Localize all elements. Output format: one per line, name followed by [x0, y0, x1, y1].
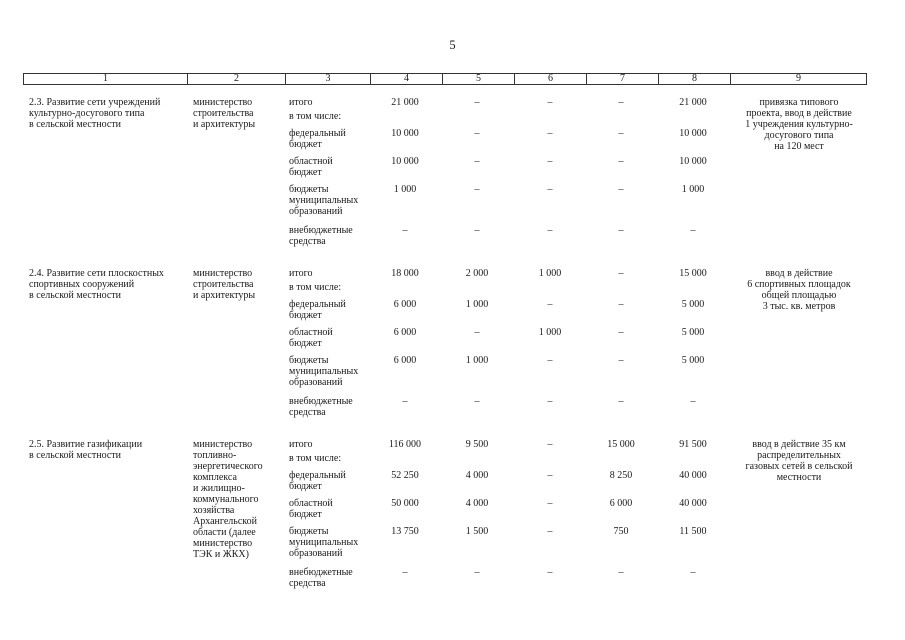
cell-municipal-col6: – — [547, 355, 553, 366]
cell-municipal-col6: – — [547, 526, 553, 537]
cell-total-col6: – — [547, 439, 553, 450]
row-label-total: итого — [289, 268, 313, 279]
cell-regional-col6: – — [547, 156, 553, 167]
cell-extrabudgetary-col5: – — [474, 396, 480, 407]
cell-total-col4: 18 000 — [391, 268, 419, 279]
cell-extrabudgetary-col6: – — [547, 225, 553, 236]
cell-federal-col7: – — [618, 128, 624, 139]
header-col-9: 9 — [731, 74, 867, 85]
cell-total-col5: – — [474, 97, 480, 108]
row-label-regional: областной бюджет — [289, 498, 333, 520]
row-label-regional: областной бюджет — [289, 156, 333, 178]
row-label-extrabudgetary: внебюджетные средства — [289, 396, 353, 418]
row-label-regional: областной бюджет — [289, 327, 333, 349]
cell-municipal-col7: 750 — [613, 526, 629, 537]
row-label-municipal: бюджеты муниципальных образований — [289, 355, 359, 388]
row-label-extrabudgetary: внебюджетные средства — [289, 225, 353, 247]
section-title: 2.5. Развитие газификации в сельской местности — [29, 439, 143, 461]
cell-regional-col7: 6 000 — [609, 498, 633, 509]
cell-extrabudgetary-col8: – — [690, 567, 696, 578]
cell-federal-col8: 10 000 — [679, 128, 707, 139]
cell-total-col5: 2 000 — [465, 268, 489, 279]
cell-extrabudgetary-col6: – — [547, 567, 553, 578]
section-executor: министерство топливно- энергетического комплекса и жилищно- коммунального хозяйства Архангельской области (далее министерство ТЭК и ЖКХ) — [193, 439, 263, 560]
header-col-5: 5 — [443, 74, 515, 85]
cell-total-col8: 91 500 — [679, 439, 707, 450]
header-col-3: 3 — [286, 74, 371, 85]
cell-total-col4: 116 000 — [388, 439, 422, 450]
cell-extrabudgetary-col6: – — [547, 396, 553, 407]
cell-federal-col8: 5 000 — [681, 299, 705, 310]
cell-total-col7: – — [618, 97, 624, 108]
cell-total-col7: – — [618, 268, 624, 279]
cell-municipal-col7: – — [618, 184, 624, 195]
cell-municipal-col4: 13 750 — [391, 526, 419, 537]
cell-municipal-col7: – — [618, 355, 624, 366]
cell-federal-col8: 40 000 — [679, 470, 707, 481]
cell-regional-col6: – — [547, 498, 553, 509]
cell-federal-col6: – — [547, 470, 553, 481]
cell-municipal-col5: 1 500 — [465, 526, 489, 537]
cell-regional-col8: 5 000 — [681, 327, 705, 338]
cell-regional-col7: – — [618, 156, 624, 167]
cell-municipal-col4: 1 000 — [393, 184, 417, 195]
cell-municipal-col5: – — [474, 184, 480, 195]
section-executor: министерство строительства и архитектуры — [193, 268, 256, 301]
cell-federal-col7: – — [618, 299, 624, 310]
cell-municipal-col5: 1 000 — [465, 355, 489, 366]
cell-total-col5: 9 500 — [465, 439, 489, 450]
cell-total-col8: 21 000 — [679, 97, 707, 108]
cell-extrabudgetary-col7: – — [618, 396, 624, 407]
header-col-6: 6 — [515, 74, 587, 85]
row-label-municipal: бюджеты муниципальных образований — [289, 526, 359, 559]
cell-federal-col6: – — [547, 299, 553, 310]
section-result: привязка типового проекта, ввод в действие 1 учреждения культурно- досугового типа на 120 мест — [745, 97, 853, 152]
cell-regional-col5: – — [474, 156, 480, 167]
row-label-including: в том числе: — [289, 453, 342, 464]
row-label-total: итого — [289, 97, 313, 108]
row-label-extrabudgetary: внебюджетные средства — [289, 567, 353, 589]
cell-extrabudgetary-col4: – — [402, 567, 408, 578]
cell-total-col7: 15 000 — [607, 439, 635, 450]
cell-regional-col7: – — [618, 327, 624, 338]
cell-federal-col4: 10 000 — [391, 128, 419, 139]
cell-extrabudgetary-col8: – — [690, 396, 696, 407]
cell-municipal-col8: 5 000 — [681, 355, 705, 366]
cell-extrabudgetary-col4: – — [402, 225, 408, 236]
row-label-federal: федеральный бюджет — [289, 470, 346, 492]
cell-federal-col5: 4 000 — [465, 470, 489, 481]
cell-regional-col5: 4 000 — [465, 498, 489, 509]
cell-regional-col4: 6 000 — [393, 327, 417, 338]
section-title: 2.4. Развитие сети плоскостных спортивных сооружений в сельской местности — [29, 268, 164, 301]
row-label-municipal: бюджеты муниципальных образований — [289, 184, 359, 217]
cell-municipal-col8: 11 500 — [679, 526, 707, 537]
cell-regional-col6: 1 000 — [538, 327, 562, 338]
row-label-federal: федеральный бюджет — [289, 128, 346, 150]
cell-federal-col6: – — [547, 128, 553, 139]
cell-regional-col5: – — [474, 327, 480, 338]
cell-total-col4: 21 000 — [391, 97, 419, 108]
cell-municipal-col8: 1 000 — [681, 184, 705, 195]
cell-regional-col4: 10 000 — [391, 156, 419, 167]
cell-extrabudgetary-col7: – — [618, 567, 624, 578]
section-executor: министерство строительства и архитектуры — [193, 97, 256, 130]
cell-extrabudgetary-col7: – — [618, 225, 624, 236]
cell-extrabudgetary-col4: – — [402, 396, 408, 407]
cell-federal-col4: 52 250 — [391, 470, 419, 481]
cell-municipal-col4: 6 000 — [393, 355, 417, 366]
column-number-header — [23, 73, 867, 85]
row-label-federal: федеральный бюджет — [289, 299, 346, 321]
header-col-4: 4 — [371, 74, 443, 85]
cell-municipal-col6: – — [547, 184, 553, 195]
cell-extrabudgetary-col5: – — [474, 567, 480, 578]
cell-federal-col5: 1 000 — [465, 299, 489, 310]
cell-extrabudgetary-col8: – — [690, 225, 696, 236]
row-label-including: в том числе: — [289, 111, 342, 122]
section-title: 2.3. Развитие сети учреждений культурно-досугового типа в сельской местности — [29, 97, 161, 130]
cell-total-col8: 15 000 — [679, 268, 707, 279]
cell-total-col6: – — [547, 97, 553, 108]
row-label-including: в том числе: — [289, 282, 342, 293]
row-label-total: итого — [289, 439, 313, 450]
section-result: ввод в действие 35 км распределительных газовых сетей в сельской местности — [745, 439, 853, 483]
cell-federal-col5: – — [474, 128, 480, 139]
page-number: 5 — [449, 38, 456, 52]
header-col-1: 1 — [24, 74, 188, 85]
header-col-2: 2 — [188, 74, 286, 85]
header-col-8: 8 — [659, 74, 731, 85]
section-result: ввод в действие 6 спортивных площадок общей площадью 3 тыс. кв. метров — [747, 268, 851, 312]
cell-federal-col7: 8 250 — [609, 470, 633, 481]
cell-regional-col8: 10 000 — [679, 156, 707, 167]
cell-extrabudgetary-col5: – — [474, 225, 480, 236]
cell-federal-col4: 6 000 — [393, 299, 417, 310]
cell-regional-col4: 50 000 — [391, 498, 419, 509]
header-col-7: 7 — [587, 74, 659, 85]
cell-total-col6: 1 000 — [538, 268, 562, 279]
cell-regional-col8: 40 000 — [679, 498, 707, 509]
